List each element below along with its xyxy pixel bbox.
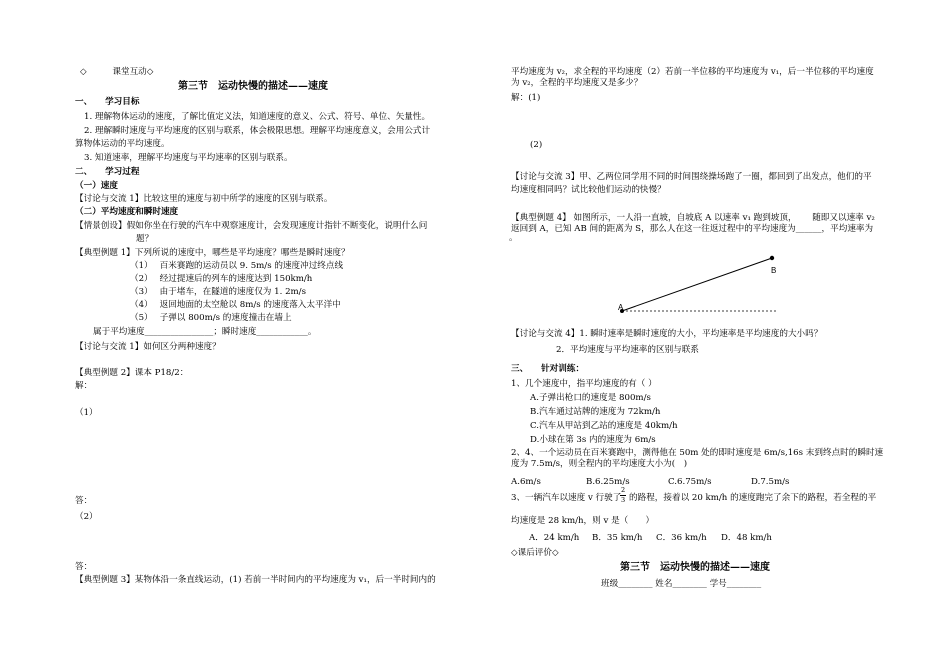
goal-2-line-2: 算物体运动的平均速度。 bbox=[75, 139, 170, 149]
goal-1: 1. 理解物体运动的速度，了解比值定义法，知道速度的意义、公式、符号、单位、矢量性。 bbox=[84, 112, 431, 122]
example-1-item: （1） 百米赛跑的运动员以 9. 5m/s 的速度冲过终点线 bbox=[130, 261, 344, 271]
question-1: 1、几个速度中，指平均速度的有（ ） bbox=[511, 379, 657, 389]
example-1-item: （2） 经过提速后的列车的速度达到 150km/h bbox=[130, 274, 313, 284]
example-1-item: （4） 返回地面的太空舱以 8m/s 的速度落入太平洋中 bbox=[130, 300, 341, 310]
example-4-line-1: 【典型例题 4】 如图所示，一人沿一直坡，自坡底 A 以速率 v₁ 跑到坡顶， 随即又以速率 v₂ bbox=[511, 213, 875, 223]
question-3-line-1-start: 3、一辆汽车以速度 v 行驶了 bbox=[511, 493, 622, 503]
question-1-option: D.小球在第 3s 内的速度为 6m/s bbox=[530, 435, 656, 445]
label-a: A bbox=[618, 303, 624, 312]
example-3-cont-line-2: 为 v₂，全程的平均速度又是多少？ bbox=[511, 78, 643, 88]
after-class-eval: ◇课后评价◇ bbox=[511, 548, 559, 558]
page-title: 第三节 运动快慢的描述——速度 bbox=[178, 81, 328, 92]
footer-title: 第三节 运动快慢的描述——速度 bbox=[620, 562, 770, 573]
slope-line bbox=[622, 258, 772, 311]
example-2-question: 【典型例题 2】课本 P18/2： bbox=[75, 368, 189, 378]
question-3-line-2: 均速度是 28 km/h，则 v 是（ ） bbox=[511, 516, 655, 526]
answer-2-label: 答： bbox=[75, 562, 93, 572]
scenario-line-2: 题？ bbox=[136, 234, 154, 244]
discussion-distinguish: 【讨论与交流 1】如何区分两种速度？ bbox=[75, 342, 221, 352]
fraction-numerator: 2 bbox=[621, 486, 626, 494]
slope-diagram bbox=[600, 245, 800, 320]
question-1-option: C.汽车从甲站到乙站的速度是 40km/h bbox=[530, 421, 678, 431]
question-1-option: B.汽车通过站牌的速度为 72km/h bbox=[530, 407, 661, 417]
section-3-heading: 三、 针对训练： bbox=[511, 364, 585, 374]
discussion-3-line-2: 均速度相同吗？试比较他们运动的快慢？ bbox=[511, 185, 666, 195]
discussion-4-line-2: 2．平均速度与平均速率的区别与联系 bbox=[556, 345, 699, 355]
section-2-heading: 二、 学习过程 bbox=[75, 167, 140, 177]
example-4-line-2: 返回到 A，已知 AB 间的距离为 S，那么人在这一往返过程中的平均速度为______，平均速率为 bbox=[511, 224, 874, 234]
question-2-line-2: 度为 7.5m/s，则全程内的平均速度大小为( ) bbox=[511, 459, 688, 469]
question-1-option: A.子弹出枪口的速度是 800m/s bbox=[530, 393, 651, 403]
example-1-item: （3） 由于堵车，在隧道的速度仅为 1. 2m/s bbox=[130, 287, 306, 297]
solution-label: 解： bbox=[75, 381, 93, 391]
question-3-option: D．48 km/h bbox=[721, 533, 772, 543]
question-2-option: D.7.5m/s bbox=[751, 477, 790, 487]
scenario-line-1: 【情景创设】假如你坐在行驶的汽车中观察速度计，会发现速度计指针不断变化，说明什么问 bbox=[75, 221, 428, 231]
label-b: B bbox=[771, 266, 777, 275]
discussion-3-line-1: 【讨论与交流 3】甲、乙两位同学用不同的时间围绕操场跑了一圈，都回到了出发点，他们的平 bbox=[511, 172, 872, 182]
question-2-option: A.6m/s bbox=[511, 477, 541, 487]
discussion-4-line-1: 【讨论与交流 4】1. 瞬时速率是瞬时速度的大小，平均速率是平均速度的大小吗？ bbox=[511, 329, 823, 339]
answer-1-label: 答： bbox=[75, 496, 93, 506]
example-3-cont-line-1: 平均速度为 v₂，求全程的平均速度（2）若前一半位移的平均速度为 v₁，后一半位移的平均速度 bbox=[511, 67, 874, 77]
discussion-1: 【讨论与交流 1】比较这里的速度与初中所学的速度的区别与联系。 bbox=[75, 194, 333, 204]
subsection-speed: （一）速度 bbox=[75, 181, 118, 191]
solution-part-2: (2) bbox=[530, 140, 543, 150]
example-1-item: （5） 子弹以 800m/s 的速度撞击在墙上 bbox=[130, 313, 292, 323]
point-b bbox=[770, 256, 774, 260]
left-header: ◇ 课堂互动◇ bbox=[80, 67, 154, 77]
question-3-option: B．35 km/h bbox=[592, 533, 643, 543]
part-2-label: （2） bbox=[75, 512, 98, 522]
goal-2-line-1: 2. 理解瞬时速度与平均速度的区别与联系，体会极限思想。理解平均速度意义，会用公式计 bbox=[84, 126, 431, 136]
question-2-line-1: 2、4、一个运动员在百米赛跑中，测得他在 50m 处的即时速度是 6m/s,16s 末到终点时的瞬时速 bbox=[511, 448, 884, 458]
example-1-question: 【典型例题 1】下列所说的速度中，哪些是平均速度？哪些是瞬时速度？ bbox=[75, 248, 350, 258]
fraction-denominator: 3 bbox=[621, 496, 626, 504]
question-2-option: B.6.25m/s bbox=[586, 477, 630, 487]
classification-blank: 属于平均速度________________；瞬时速度____________。 bbox=[93, 327, 317, 337]
solution-part-1: 解：(1) bbox=[511, 93, 541, 103]
question-3-line-1-end: 的路程，接着以 20 km/h 的速度跑完了余下的路程，若全程的平 bbox=[629, 493, 877, 503]
section-1-heading: 一、 学习目标 bbox=[75, 97, 140, 107]
part-1-label: （1） bbox=[75, 408, 98, 418]
goal-3: 3. 知道速率，理解平均速度与平均速率的区别与联系。 bbox=[84, 153, 293, 163]
example-4-line-3: 。 bbox=[509, 233, 518, 243]
question-2-option: C.6.75m/s bbox=[668, 477, 712, 487]
example-3-question: 【典型例题 3】某物体沿一条直线运动，(1) 若前一半时间内的平均速度为 v₁，后一半时间内的 bbox=[75, 575, 436, 585]
question-3-option: C．36 km/h bbox=[656, 533, 707, 543]
subsection-avg-instant: （二）平均速度和瞬时速度 bbox=[75, 207, 179, 217]
class-name-id-line: 班级________ 姓名________ 学号________ bbox=[601, 579, 762, 589]
question-3-option: A．24 km/h bbox=[529, 533, 580, 543]
